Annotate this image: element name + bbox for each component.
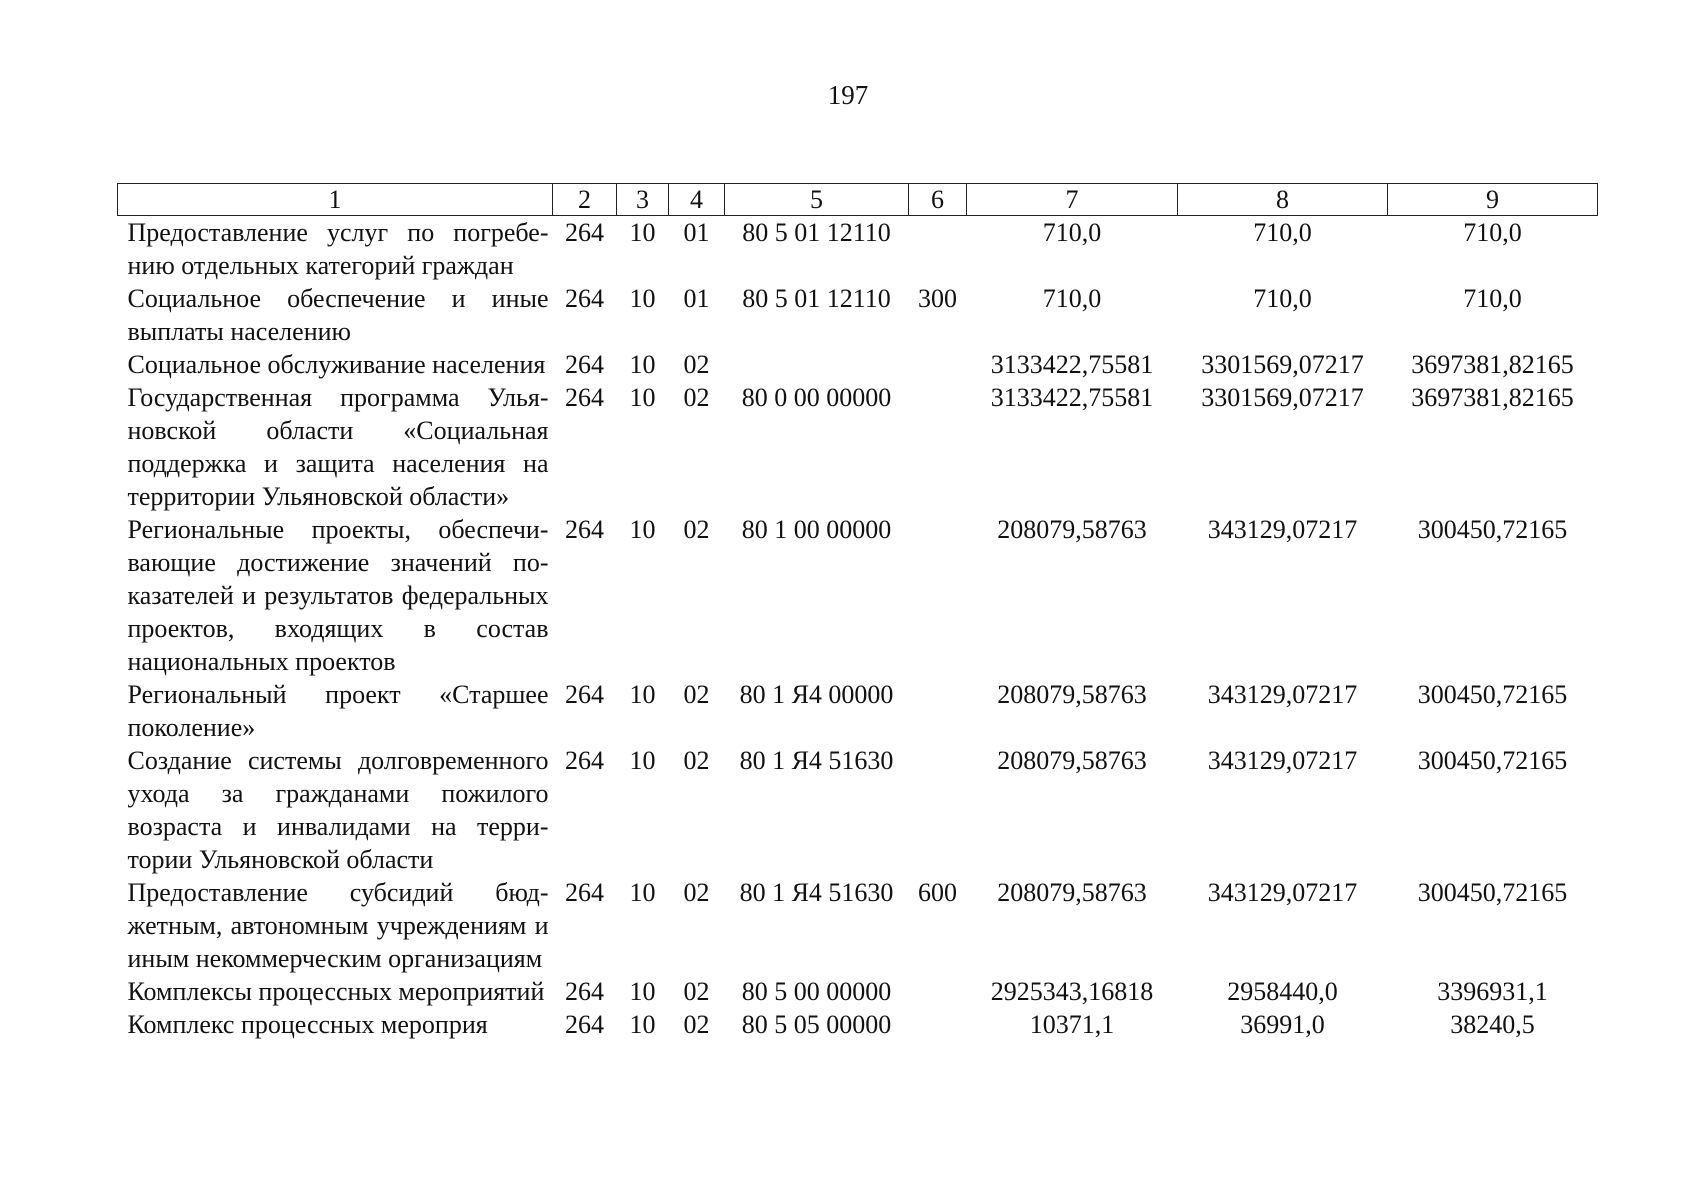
cell-chapter: 264 (565, 350, 604, 379)
table-row (118, 975, 1598, 1008)
cell-expense-type: 300 (918, 284, 957, 313)
cell-amount-col8: 343129,07217 (1207, 746, 1358, 775)
cell-subsection: 02 (683, 350, 710, 379)
cell-target-article: 80 1 Я4 00000 (739, 680, 894, 709)
cell-section: 10 (629, 680, 656, 709)
cell-chapter: 264 (565, 218, 604, 247)
cell-subsection: 01 (683, 218, 710, 247)
cell-chapter: 264 (565, 680, 604, 709)
cell-expense-type (909, 975, 967, 1008)
page-number: 197 (827, 80, 869, 110)
table-row (118, 348, 1598, 381)
cell-section: 10 (629, 1010, 656, 1039)
cell-target-article: 80 5 05 00000 (741, 1010, 892, 1039)
cell-amount-col7: 2925343,16818 (990, 977, 1154, 1006)
header-row (118, 184, 1598, 216)
cell-expense-type (909, 1008, 967, 1041)
table-row (118, 1008, 1598, 1041)
cell-amount-col8: 3301569,07217 (1201, 350, 1364, 379)
cell-subsection: 01 (683, 284, 710, 313)
cell-section: 10 (629, 878, 656, 907)
cell-amount-col9: 3396931,1 (1437, 977, 1548, 1006)
cell-subsection: 02 (683, 680, 710, 709)
table-header (118, 184, 1598, 216)
row-name: Предоставление субсидий бюджетным, автономным учреждениям и иным некоммерческим организациям (127, 878, 549, 973)
cell-section: 10 (629, 383, 656, 412)
cell-amount-col8: 2958440,0 (1227, 977, 1338, 1006)
cell-subsection: 02 (683, 383, 710, 412)
cell-section: 10 (629, 515, 656, 544)
cell-expense-type (909, 513, 967, 678)
cell-chapter: 264 (565, 746, 604, 775)
cell-amount-col8: 343129,07217 (1207, 878, 1358, 907)
cell-amount-col9: 300450,72165 (1417, 680, 1568, 709)
cell-chapter: 264 (565, 878, 604, 907)
cell-amount-col7: 208079,58763 (997, 680, 1147, 709)
cell-amount-col7: 710,0 (1042, 218, 1102, 247)
cell-amount-col9: 710,0 (1463, 218, 1522, 247)
cell-amount-col7: 3133422,75581 (990, 383, 1154, 412)
cell-amount-col8: 3301569,07217 (1201, 383, 1364, 412)
cell-amount-col8: 710,0 (1253, 284, 1312, 313)
table-row (118, 876, 1598, 975)
cell-amount-col7: 208079,58763 (997, 878, 1147, 907)
row-name: Комплексы процессных мероприятий (127, 977, 545, 1006)
cell-target-article: 80 1 Я4 51630 (739, 878, 894, 907)
cell-chapter: 264 (565, 383, 604, 412)
cell-amount-col9: 38240,5 (1450, 1010, 1535, 1039)
cell-section: 10 (629, 218, 656, 247)
cell-expense-type (909, 381, 967, 513)
budget-table (117, 183, 1598, 1041)
cell-subsection: 02 (683, 1010, 710, 1039)
cell-target-article: 80 5 01 12110 (742, 218, 891, 247)
table-row (118, 513, 1598, 678)
cell-target-article (725, 348, 909, 381)
column-header-3: 3 (617, 184, 669, 216)
cell-subsection: 02 (683, 746, 710, 775)
cell-amount-col7: 710,0 (1042, 284, 1102, 313)
cell-chapter: 264 (565, 1010, 604, 1039)
cell-expense-type (909, 744, 967, 876)
row-name: Комплекс процессных мероприя (127, 1010, 488, 1039)
cell-subsection: 02 (683, 515, 710, 544)
column-header-2: 2 (553, 184, 617, 216)
row-name: Региональный проект «Старшее поколение» (127, 680, 549, 742)
cell-chapter: 264 (565, 284, 604, 313)
cell-expense-type (909, 348, 967, 381)
column-header-6: 6 (909, 184, 967, 216)
table-row (118, 216, 1598, 283)
column-header-9: 9 (1388, 184, 1598, 216)
cell-target-article: 80 0 00 00000 (741, 383, 892, 412)
cell-target-article: 80 1 Я4 51630 (739, 746, 894, 775)
table-body (118, 216, 1598, 1042)
column-header-7: 7 (967, 184, 1178, 216)
cell-amount-col7: 208079,58763 (997, 515, 1147, 544)
cell-amount-col9: 300450,72165 (1417, 878, 1568, 907)
cell-section: 10 (629, 977, 656, 1006)
cell-section: 10 (629, 350, 656, 379)
cell-expense-type (909, 678, 967, 744)
table-row (118, 678, 1598, 744)
cell-amount-col8: 343129,07217 (1207, 515, 1358, 544)
cell-section: 10 (629, 284, 656, 313)
cell-subsection: 02 (683, 878, 710, 907)
cell-amount-col9: 710,0 (1463, 284, 1522, 313)
cell-chapter: 264 (565, 515, 604, 544)
row-name: Предоставление услуг по погребению отдельных категорий граждан (127, 218, 549, 280)
cell-expense-type: 600 (918, 878, 957, 907)
cell-amount-col9: 3697381,82165 (1411, 383, 1574, 412)
cell-amount-col9: 300450,72165 (1417, 746, 1568, 775)
column-header-1: 1 (118, 184, 553, 216)
row-name: Создание системы долговременного ухода за гражданами пожилого возраста и инвалидами на территории Ульяновской области (127, 746, 549, 874)
cell-amount-col9: 300450,72165 (1417, 515, 1568, 544)
column-header-5: 5 (725, 184, 909, 216)
table-row (118, 282, 1598, 348)
cell-section: 10 (629, 746, 656, 775)
cell-chapter: 264 (565, 977, 604, 1006)
row-name: Социальное обеспечение и иные выплаты населению (127, 284, 549, 346)
row-name: Государственная программа Ульяновской области «Социальная поддержка и защита населения на территории Ульяновской области» (127, 383, 549, 511)
cell-expense-type (909, 216, 967, 283)
cell-target-article: 80 1 00 00000 (741, 515, 892, 544)
row-name: Социальное обслуживание населения (127, 350, 546, 379)
cell-amount-col7: 3133422,75581 (990, 350, 1154, 379)
cell-amount-col7: 10371,1 (1029, 1010, 1115, 1039)
cell-subsection: 02 (683, 977, 710, 1006)
cell-amount-col8: 36991,0 (1240, 1010, 1325, 1039)
column-header-4: 4 (669, 184, 725, 216)
cell-target-article: 80 5 00 00000 (741, 977, 892, 1006)
table-row (118, 744, 1598, 876)
cell-target-article: 80 5 01 12110 (742, 284, 891, 313)
cell-amount-col7: 208079,58763 (997, 746, 1147, 775)
cell-amount-col8: 710,0 (1253, 218, 1312, 247)
table-row (118, 381, 1598, 513)
cell-amount-col9: 3697381,82165 (1411, 350, 1574, 379)
column-header-8: 8 (1178, 184, 1388, 216)
cell-amount-col8: 343129,07217 (1207, 680, 1358, 709)
row-name: Региональные проекты, обеспечивающие достижение значений показателей и результатов федеральных проектов, входящих в состав национальных проектов (127, 515, 549, 676)
